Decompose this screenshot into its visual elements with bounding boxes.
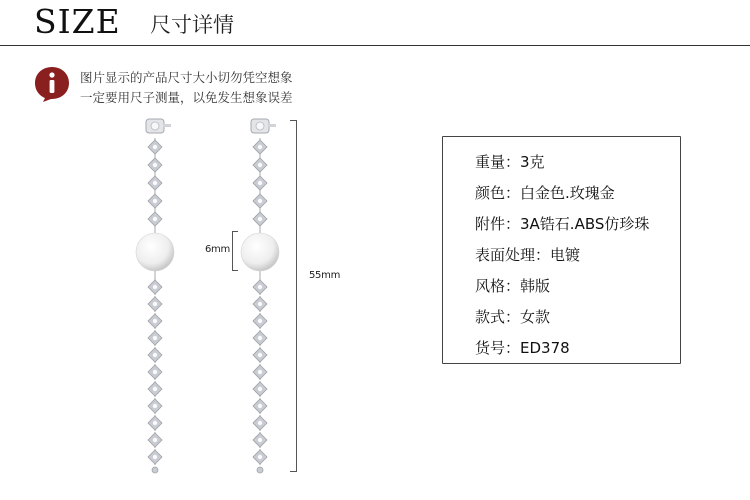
pearl-dimension-label: 6mm (205, 244, 230, 255)
notice-line-2: 一定要用尺子测量，以免发生想象误差 (80, 90, 293, 105)
spec-weight: 重量：3克 (475, 153, 545, 171)
pearl-dimension-bracket (232, 231, 233, 271)
header-divider (0, 45, 750, 46)
earring-image-left (125, 115, 185, 485)
spec-accessory: 附件：3A锆石.ABS仿珍珠 (475, 215, 650, 233)
spec-color: 颜色：白金色.玫瑰金 (475, 184, 615, 202)
spec-gender: 款式：女款 (475, 308, 551, 326)
length-dimension-bracket (296, 120, 297, 472)
notice-line-1: 图片显示的产品尺寸大小切勿凭空想象 (80, 70, 293, 85)
info-icon (34, 66, 70, 102)
spec-table (442, 136, 681, 364)
earring-image-right (230, 115, 290, 485)
page-subtitle: 尺寸详情 (150, 13, 234, 37)
size-notice (80, 68, 293, 108)
page-title: SIZE (34, 2, 121, 41)
length-dimension-label: 55mm (309, 270, 341, 281)
spec-finish: 表面处理：电镀 (475, 246, 581, 264)
spec-style: 风格：韩版 (475, 277, 551, 295)
spec-sku: 货号：ED378 (475, 339, 570, 357)
header (0, 0, 750, 46)
